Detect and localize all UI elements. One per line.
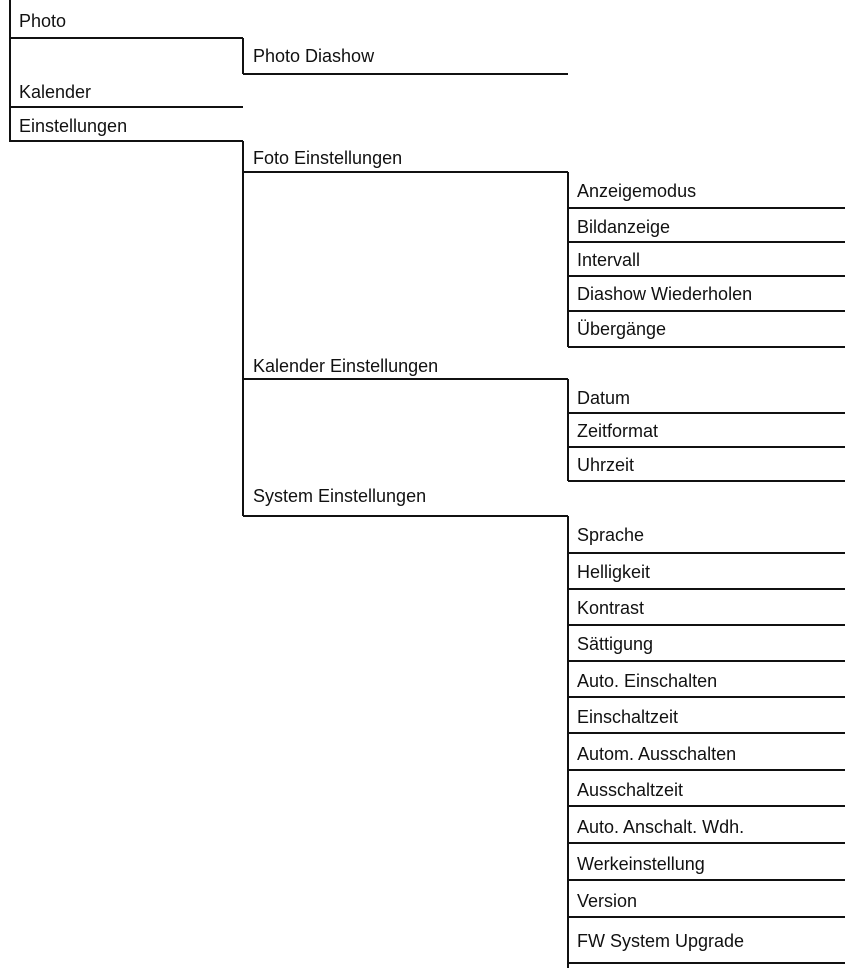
submenu-photo-diashow: Photo Diashow [253,46,375,66]
system-item-kontrast: Kontrast [577,598,645,618]
menu-item-kalender: Kalender [19,82,92,102]
system-item-fw-system-upgrade: FW System Upgrade [577,931,745,951]
foto-item-intervall: Intervall [577,250,641,270]
foto-item-diashow-wiederholen: Diashow Wiederholen [577,284,753,304]
menu-item-photo: Photo [19,11,67,31]
system-item-auto-einschalten: Auto. Einschalten [577,671,718,691]
kalender-item-zeitformat: Zeitformat [577,421,659,441]
system-item-sprache: Sprache [577,525,645,545]
foto-item-bildanzeige: Bildanzeige [577,217,671,237]
system-item-version: Version [577,891,638,911]
kalender-item-datum: Datum [577,388,631,408]
kalender-item-uhrzeit: Uhrzeit [577,455,635,475]
foto-item-uebergaenge: Übergänge [577,319,667,339]
system-item-einschaltzeit: Einschaltzeit [577,707,679,727]
system-item-saettigung: Sättigung [577,634,654,654]
foto-item-anzeigemodus: Anzeigemodus [577,181,697,201]
submenu-system-einstellungen: System Einstellungen [253,486,427,506]
submenu-kalender-einstellungen: Kalender Einstellungen [253,356,439,376]
system-item-ausschaltzeit: Ausschaltzeit [577,780,684,800]
system-item-werkeinstellung: Werkeinstellung [577,854,705,874]
system-item-auto-anschalt-wdh: Auto. Anschalt. Wdh. [577,817,745,837]
submenu-foto-einstellungen: Foto Einstellungen [253,148,403,168]
menu-item-einstellungen: Einstellungen [19,116,128,136]
system-item-helligkeit: Helligkeit [577,562,651,582]
system-item-autom-ausschalten: Autom. Ausschalten [577,744,737,764]
